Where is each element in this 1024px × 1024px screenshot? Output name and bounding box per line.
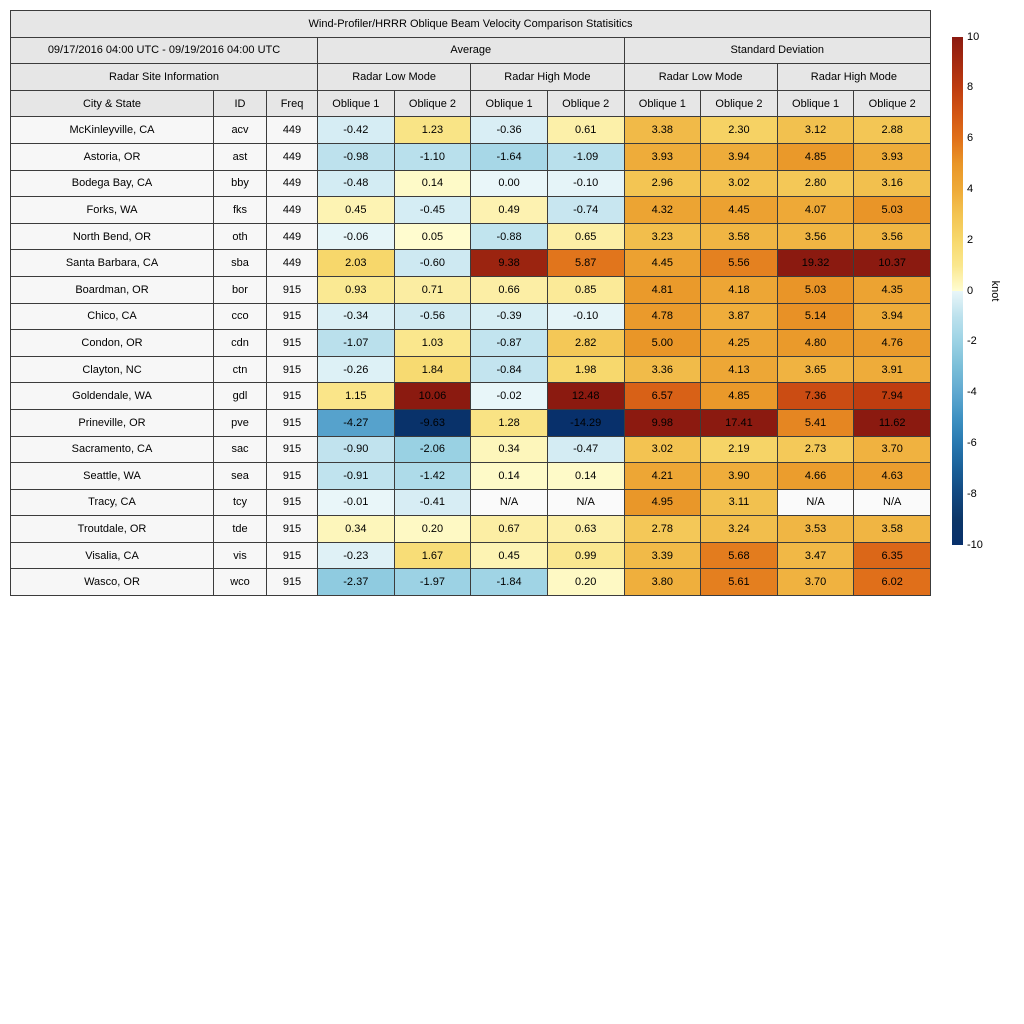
city-header: City & State	[11, 90, 214, 117]
id-cell: tde	[214, 516, 267, 543]
value-cell: -2.06	[394, 436, 471, 463]
value-cell: -0.06	[318, 223, 395, 250]
colorbar-tick-label: 4	[967, 182, 974, 195]
value-cell: 4.25	[701, 330, 778, 357]
table-row	[11, 463, 931, 490]
value-cell: -0.10	[547, 170, 624, 197]
freq-cell: 449	[267, 250, 318, 277]
value-cell: 0.05	[394, 223, 471, 250]
value-cell: -0.87	[471, 330, 548, 357]
freq-header: Freq	[267, 90, 318, 117]
value-cell: 4.32	[624, 197, 701, 224]
city-cell: Sacramento, CA	[11, 436, 214, 463]
value-cell: -0.45	[394, 197, 471, 224]
table-row	[11, 303, 931, 330]
id-cell: oth	[214, 223, 267, 250]
value-cell: 3.80	[624, 569, 701, 596]
value-cell: 0.99	[547, 542, 624, 569]
value-cell: 2.30	[701, 117, 778, 144]
table-row	[11, 516, 931, 543]
value-cell: 19.32	[777, 250, 854, 277]
id-cell: pve	[214, 409, 267, 436]
site-info-header: Radar Site Information	[11, 64, 318, 91]
freq-cell: 915	[267, 303, 318, 330]
average-header: Average	[318, 37, 625, 64]
value-cell: 4.07	[777, 197, 854, 224]
value-cell: 0.66	[471, 276, 548, 303]
value-cell: 4.81	[624, 276, 701, 303]
value-cell: 0.49	[471, 197, 548, 224]
value-cell: 4.85	[777, 143, 854, 170]
city-cell: Bodega Bay, CA	[11, 170, 214, 197]
value-cell: 5.14	[777, 303, 854, 330]
table-row	[11, 197, 931, 224]
freq-cell: 915	[267, 356, 318, 383]
value-cell: N/A	[547, 489, 624, 516]
value-cell: 5.41	[777, 409, 854, 436]
table-row	[11, 542, 931, 569]
value-cell: -0.60	[394, 250, 471, 277]
value-cell: -4.27	[318, 409, 395, 436]
value-cell: 0.14	[471, 463, 548, 490]
value-cell: 3.90	[701, 463, 778, 490]
value-cell: 4.13	[701, 356, 778, 383]
value-cell: 4.18	[701, 276, 778, 303]
colorbar-tick-label: 6	[967, 132, 974, 145]
table-header	[11, 11, 931, 117]
avg-low-mode-header: Radar Low Mode	[318, 64, 471, 91]
value-cell: 2.96	[624, 170, 701, 197]
oblique2-header: Oblique 2	[854, 90, 931, 117]
value-cell: 3.47	[777, 542, 854, 569]
value-cell: 10.37	[854, 250, 931, 277]
value-cell: 1.98	[547, 356, 624, 383]
value-cell: -0.23	[318, 542, 395, 569]
value-cell: 3.91	[854, 356, 931, 383]
colorbar-axis-label: knot	[989, 280, 1001, 302]
id-cell: ast	[214, 143, 267, 170]
value-cell: 3.53	[777, 516, 854, 543]
table-row	[11, 276, 931, 303]
value-cell: 0.67	[471, 516, 548, 543]
freq-cell: 915	[267, 383, 318, 410]
value-cell: 5.68	[701, 542, 778, 569]
value-cell: 3.65	[777, 356, 854, 383]
table-row	[11, 330, 931, 357]
value-cell: 0.20	[547, 569, 624, 596]
id-cell: sac	[214, 436, 267, 463]
value-cell: 0.45	[318, 197, 395, 224]
value-cell: -1.97	[394, 569, 471, 596]
colorbar-tick-label: -6	[967, 436, 977, 449]
value-cell: -0.90	[318, 436, 395, 463]
oblique2-header: Oblique 2	[701, 90, 778, 117]
value-cell: 1.67	[394, 542, 471, 569]
city-cell: Astoria, OR	[11, 143, 214, 170]
colorbar-tick-label: 0	[967, 284, 974, 297]
city-cell: Condon, OR	[11, 330, 214, 357]
colorbar-tick-label: 8	[967, 81, 974, 94]
value-cell: 4.66	[777, 463, 854, 490]
value-cell: -1.42	[394, 463, 471, 490]
value-cell: 4.80	[777, 330, 854, 357]
colorbar-tick-label: -4	[967, 386, 977, 399]
column-header-row	[11, 90, 931, 117]
id-cell: bby	[214, 170, 267, 197]
city-cell: Chico, CA	[11, 303, 214, 330]
id-cell: cdn	[214, 330, 267, 357]
id-cell: fks	[214, 197, 267, 224]
freq-cell: 915	[267, 409, 318, 436]
freq-cell: 915	[267, 542, 318, 569]
city-cell: Goldendale, WA	[11, 383, 214, 410]
city-cell: Seattle, WA	[11, 463, 214, 490]
std-deviation-header: Standard Deviation	[624, 37, 931, 64]
city-cell: Boardman, OR	[11, 276, 214, 303]
value-cell: 3.93	[854, 143, 931, 170]
city-cell: Santa Barbara, CA	[11, 250, 214, 277]
table-body	[11, 117, 931, 596]
value-cell: 5.03	[777, 276, 854, 303]
value-cell: -0.91	[318, 463, 395, 490]
colorbar-tick-label: -2	[967, 335, 977, 348]
colorbar-tick-label: 10	[967, 30, 980, 43]
value-cell: 0.34	[318, 516, 395, 543]
value-cell: 3.94	[701, 143, 778, 170]
value-cell: -0.34	[318, 303, 395, 330]
value-cell: 3.39	[624, 542, 701, 569]
avg-high-mode-header: Radar High Mode	[471, 64, 624, 91]
value-cell: 3.56	[777, 223, 854, 250]
value-cell: 1.84	[394, 356, 471, 383]
city-cell: Wasco, OR	[11, 569, 214, 596]
value-cell: 3.23	[624, 223, 701, 250]
value-cell: 2.82	[547, 330, 624, 357]
period-cell: 09/17/2016 04:00 UTC - 09/19/2016 04:00 UTC	[11, 37, 318, 64]
value-cell: 7.94	[854, 383, 931, 410]
sd-low-mode-header: Radar Low Mode	[624, 64, 777, 91]
table-row	[11, 223, 931, 250]
table-row	[11, 569, 931, 596]
colorbar	[952, 37, 963, 545]
oblique1-header: Oblique 1	[777, 90, 854, 117]
value-cell: -0.39	[471, 303, 548, 330]
value-cell: 0.63	[547, 516, 624, 543]
value-cell: 0.00	[471, 170, 548, 197]
value-cell: -0.41	[394, 489, 471, 516]
id-cell: gdl	[214, 383, 267, 410]
value-cell: 4.95	[624, 489, 701, 516]
value-cell: 12.48	[547, 383, 624, 410]
value-cell: 5.87	[547, 250, 624, 277]
value-cell: -1.07	[318, 330, 395, 357]
freq-cell: 915	[267, 489, 318, 516]
value-cell: -0.88	[471, 223, 548, 250]
value-cell: -1.09	[547, 143, 624, 170]
value-cell: -2.37	[318, 569, 395, 596]
value-cell: 3.94	[854, 303, 931, 330]
value-cell: N/A	[471, 489, 548, 516]
value-cell: -1.84	[471, 569, 548, 596]
city-cell: Prineville, OR	[11, 409, 214, 436]
city-cell: Visalia, CA	[11, 542, 214, 569]
value-cell: -0.56	[394, 303, 471, 330]
oblique2-header: Oblique 2	[394, 90, 471, 117]
freq-cell: 449	[267, 223, 318, 250]
id-cell: sba	[214, 250, 267, 277]
value-cell: -0.74	[547, 197, 624, 224]
value-cell: -9.63	[394, 409, 471, 436]
value-cell: 3.70	[854, 436, 931, 463]
value-cell: 9.98	[624, 409, 701, 436]
table-row	[11, 250, 931, 277]
value-cell: 0.14	[547, 463, 624, 490]
table-row	[11, 117, 931, 144]
value-cell: -1.10	[394, 143, 471, 170]
value-cell: 0.14	[394, 170, 471, 197]
value-cell: 0.20	[394, 516, 471, 543]
value-cell: -0.36	[471, 117, 548, 144]
table-row	[11, 489, 931, 516]
value-cell: 3.16	[854, 170, 931, 197]
freq-cell: 915	[267, 569, 318, 596]
value-cell: 3.93	[624, 143, 701, 170]
value-cell: -0.84	[471, 356, 548, 383]
city-cell: Troutdale, OR	[11, 516, 214, 543]
colorbar-tick-label: -10	[967, 538, 983, 551]
value-cell: 11.62	[854, 409, 931, 436]
freq-cell: 449	[267, 117, 318, 144]
value-cell: 6.35	[854, 542, 931, 569]
colorbar-tick-label: 2	[967, 233, 974, 246]
value-cell: 3.87	[701, 303, 778, 330]
value-cell: 3.24	[701, 516, 778, 543]
value-cell: 3.02	[624, 436, 701, 463]
value-cell: 9.38	[471, 250, 548, 277]
value-cell: 1.28	[471, 409, 548, 436]
value-cell: -0.47	[547, 436, 624, 463]
value-cell: 5.03	[854, 197, 931, 224]
id-cell: acv	[214, 117, 267, 144]
title-row	[11, 11, 931, 38]
freq-cell: 915	[267, 463, 318, 490]
value-cell: -0.01	[318, 489, 395, 516]
oblique1-header: Oblique 1	[318, 90, 395, 117]
value-cell: 4.76	[854, 330, 931, 357]
colorbar-tick-label: -8	[967, 487, 977, 500]
stats-table	[10, 10, 931, 596]
value-cell: 0.93	[318, 276, 395, 303]
group-row-1	[11, 37, 931, 64]
value-cell: 0.65	[547, 223, 624, 250]
value-cell: 3.02	[701, 170, 778, 197]
value-cell: 0.85	[547, 276, 624, 303]
city-cell: Forks, WA	[11, 197, 214, 224]
value-cell: -0.98	[318, 143, 395, 170]
freq-cell: 915	[267, 436, 318, 463]
table-title: Wind-Profiler/HRRR Oblique Beam Velocity Comparison Statisitics	[11, 11, 931, 38]
value-cell: 2.19	[701, 436, 778, 463]
value-cell: -0.42	[318, 117, 395, 144]
value-cell: -0.02	[471, 383, 548, 410]
value-cell: 5.61	[701, 569, 778, 596]
freq-cell: 449	[267, 197, 318, 224]
value-cell: -0.26	[318, 356, 395, 383]
oblique1-header: Oblique 1	[624, 90, 701, 117]
city-cell: McKinleyville, CA	[11, 117, 214, 144]
value-cell: 2.88	[854, 117, 931, 144]
table-row	[11, 170, 931, 197]
value-cell: 3.36	[624, 356, 701, 383]
value-cell: 1.23	[394, 117, 471, 144]
freq-cell: 449	[267, 143, 318, 170]
value-cell: 4.21	[624, 463, 701, 490]
value-cell: -0.10	[547, 303, 624, 330]
value-cell: 3.58	[701, 223, 778, 250]
id-cell: sea	[214, 463, 267, 490]
value-cell: 3.56	[854, 223, 931, 250]
value-cell: 0.61	[547, 117, 624, 144]
value-cell: 6.57	[624, 383, 701, 410]
value-cell: 3.11	[701, 489, 778, 516]
value-cell: 1.03	[394, 330, 471, 357]
value-cell: -0.48	[318, 170, 395, 197]
value-cell: 7.36	[777, 383, 854, 410]
value-cell: 3.70	[777, 569, 854, 596]
value-cell: 17.41	[701, 409, 778, 436]
value-cell: 2.80	[777, 170, 854, 197]
value-cell: 4.63	[854, 463, 931, 490]
value-cell: 2.73	[777, 436, 854, 463]
value-cell: 4.78	[624, 303, 701, 330]
freq-cell: 915	[267, 516, 318, 543]
table-row	[11, 356, 931, 383]
id-cell: cco	[214, 303, 267, 330]
id-cell: tcy	[214, 489, 267, 516]
oblique2-header: Oblique 2	[547, 90, 624, 117]
sd-high-mode-header: Radar High Mode	[777, 64, 930, 91]
table-row	[11, 383, 931, 410]
value-cell: 4.45	[624, 250, 701, 277]
value-cell: 0.45	[471, 542, 548, 569]
table-row	[11, 436, 931, 463]
value-cell: 10.06	[394, 383, 471, 410]
value-cell: -1.64	[471, 143, 548, 170]
group-row-2	[11, 64, 931, 91]
freq-cell: 915	[267, 276, 318, 303]
freq-cell: 449	[267, 170, 318, 197]
table-row	[11, 409, 931, 436]
value-cell: 2.03	[318, 250, 395, 277]
value-cell: 0.34	[471, 436, 548, 463]
value-cell: 1.15	[318, 383, 395, 410]
id-cell: bor	[214, 276, 267, 303]
oblique1-header: Oblique 1	[471, 90, 548, 117]
value-cell: 5.56	[701, 250, 778, 277]
value-cell: 3.58	[854, 516, 931, 543]
id-cell: wco	[214, 569, 267, 596]
value-cell: 6.02	[854, 569, 931, 596]
city-cell: North Bend, OR	[11, 223, 214, 250]
value-cell: 2.78	[624, 516, 701, 543]
city-cell: Tracy, CA	[11, 489, 214, 516]
value-cell: 4.85	[701, 383, 778, 410]
freq-cell: 915	[267, 330, 318, 357]
value-cell: -14.29	[547, 409, 624, 436]
id-header: ID	[214, 90, 267, 117]
value-cell: 3.38	[624, 117, 701, 144]
value-cell: 4.45	[701, 197, 778, 224]
value-cell: N/A	[854, 489, 931, 516]
table-row	[11, 143, 931, 170]
value-cell: 0.71	[394, 276, 471, 303]
value-cell: N/A	[777, 489, 854, 516]
value-cell: 3.12	[777, 117, 854, 144]
city-cell: Clayton, NC	[11, 356, 214, 383]
id-cell: ctn	[214, 356, 267, 383]
id-cell: vis	[214, 542, 267, 569]
value-cell: 5.00	[624, 330, 701, 357]
value-cell: 4.35	[854, 276, 931, 303]
